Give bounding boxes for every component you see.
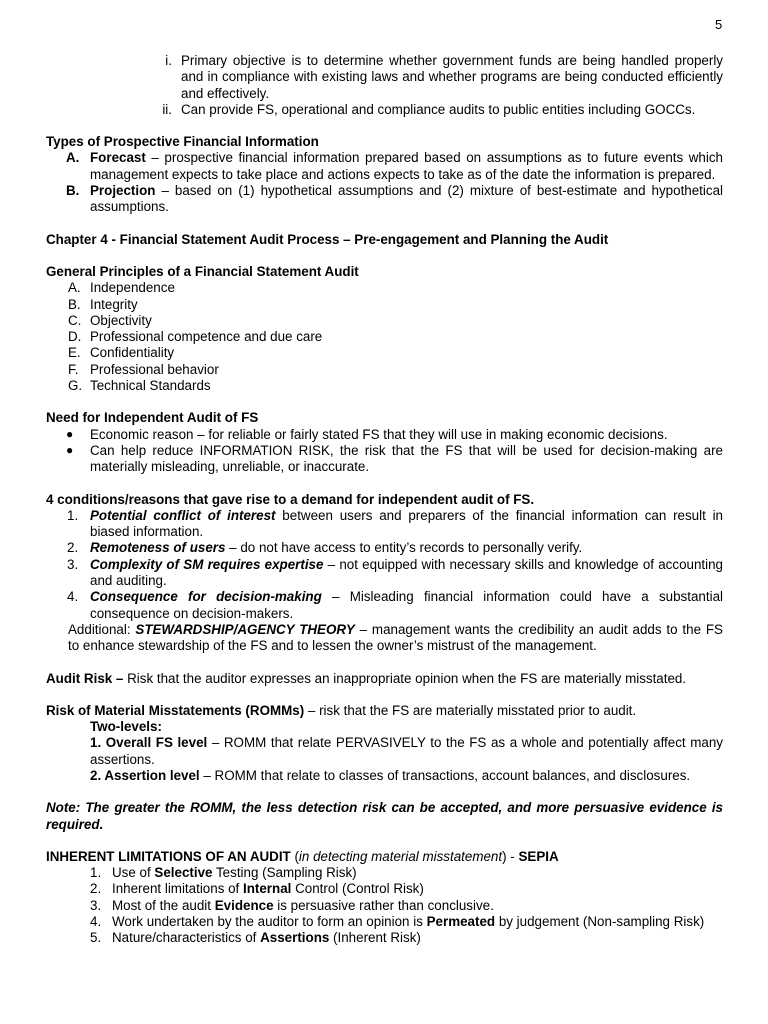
list-item: 3. Most of the audit Evidence is persuasive rather than conclusive. (90, 897, 494, 913)
list-item: A. Independence (68, 280, 175, 296)
list-item: A. Forecast – prospective financial information prepared based on assumptions as to future events which management expects to take place and actions expects to take as of the date the information is prepared. (66, 150, 723, 182)
list-item: 1. Potential conflict of interest between users and preparers of the financial information can result in biased information. (67, 507, 724, 540)
chapter-heading: Chapter 4 - Financial Statement Audit Process – Pre-engagement and Planning the Audit (46, 231, 609, 247)
romm: Risk of Material Misstatements (ROMMs) – risk that the FS are materially misstated prior to audit. (46, 702, 637, 718)
audit-risk: Audit Risk – Risk that the auditor expresses an inappropriate opinion when the FS are materially misstated. (46, 670, 687, 686)
list-item: 4. Work undertaken by the auditor to form an opinion is Permeated by judgement (Non-sampling Risk) (90, 914, 705, 930)
list-item: C. Objectivity (68, 312, 152, 328)
two-levels-heading: Two-levels: (90, 719, 162, 735)
need-heading: Need for Independent Audit of FS (46, 410, 259, 426)
list-item: 4. Consequence for decision-making – Misleading financial information could have a substantial consequence on decision-makers. (67, 589, 723, 621)
bullet-icon: ● (66, 442, 74, 457)
roman-list (46, 53, 723, 118)
list-item: ● Economic reason – for reliable or fairly stated FS that they will use in making economic decisions. (66, 426, 668, 442)
list-item: 1. Use of Selective Testing (Sampling Risk) (90, 865, 357, 881)
list-item: F. Professional behavior (68, 361, 219, 377)
principles-list (46, 280, 723, 394)
list-item: D. Professional competence and due care (68, 329, 323, 345)
bullet-icon: ● (66, 426, 74, 441)
list-item: ● Can help reduce INFORMATION RISK, the risk that the FS that will be used for decision-making are materially misleading, unreliable, or inaccurate. (66, 442, 723, 475)
list-item: 3. Complexity of SM requires expertise – not equipped with necessary skills and knowledge of accounting and auditing. (67, 556, 724, 589)
list-item: ii. Can provide FS, operational and compliance audits to public entities including GOCCs. (162, 101, 696, 117)
page-number: 5 (715, 17, 723, 32)
list-item: i. Primary objective is to determine whether government funds are being handled properly and in compliance with existing laws and whether programs are being conducted efficiently and effectively. (165, 53, 723, 101)
level-2: 2. Assertion level – ROMM that relate to classes of transactions, account balances, and disclosures. (90, 767, 691, 783)
list-item: G. Technical Standards (68, 378, 211, 394)
document-body (46, 53, 723, 947)
list-item: 2. Remoteness of users – do not have access to entity’s records to personally verify. (67, 540, 583, 556)
list-item: E. Confidentiality (68, 345, 175, 361)
pfi-heading: Types of Prospective Financial Information (46, 134, 319, 150)
list-item: B. Projection – based on (1) hypothetical assumptions and (2) mixture of best-estimate and hypothetical assumptions. (66, 183, 723, 215)
conditions-heading: 4 conditions/reasons that gave rise to a demand for independent audit of FS. (46, 491, 535, 507)
list-item: B. Integrity (68, 296, 138, 312)
note: Note: The greater the ROMM, the less detection risk can be accepted, and more persuasive evidence is required. (46, 800, 723, 832)
level-1: 1. Overall FS level – ROMM that relate PERVASIVELY to the FS as a whole and potentially affect many assertions. (90, 735, 723, 767)
principles-heading: General Principles of a Financial Statement Audit (46, 263, 359, 279)
additional-note: Additional: STEWARDSHIP/AGENCY THEORY – management wants the credibility an audit adds to the FS to enhance stewardship of the FS and to lessen the owner’s mistrust of the management. (68, 621, 723, 654)
list-item: 2. Inherent limitations of Internal Control (Control Risk) (90, 881, 424, 897)
limitations-heading: INHERENT LIMITATIONS OF AN AUDIT (in detecting material misstatement) - SEPIA (46, 848, 559, 864)
list-item: 5. Nature/characteristics of Assertions (Inherent Risk) (90, 930, 421, 946)
